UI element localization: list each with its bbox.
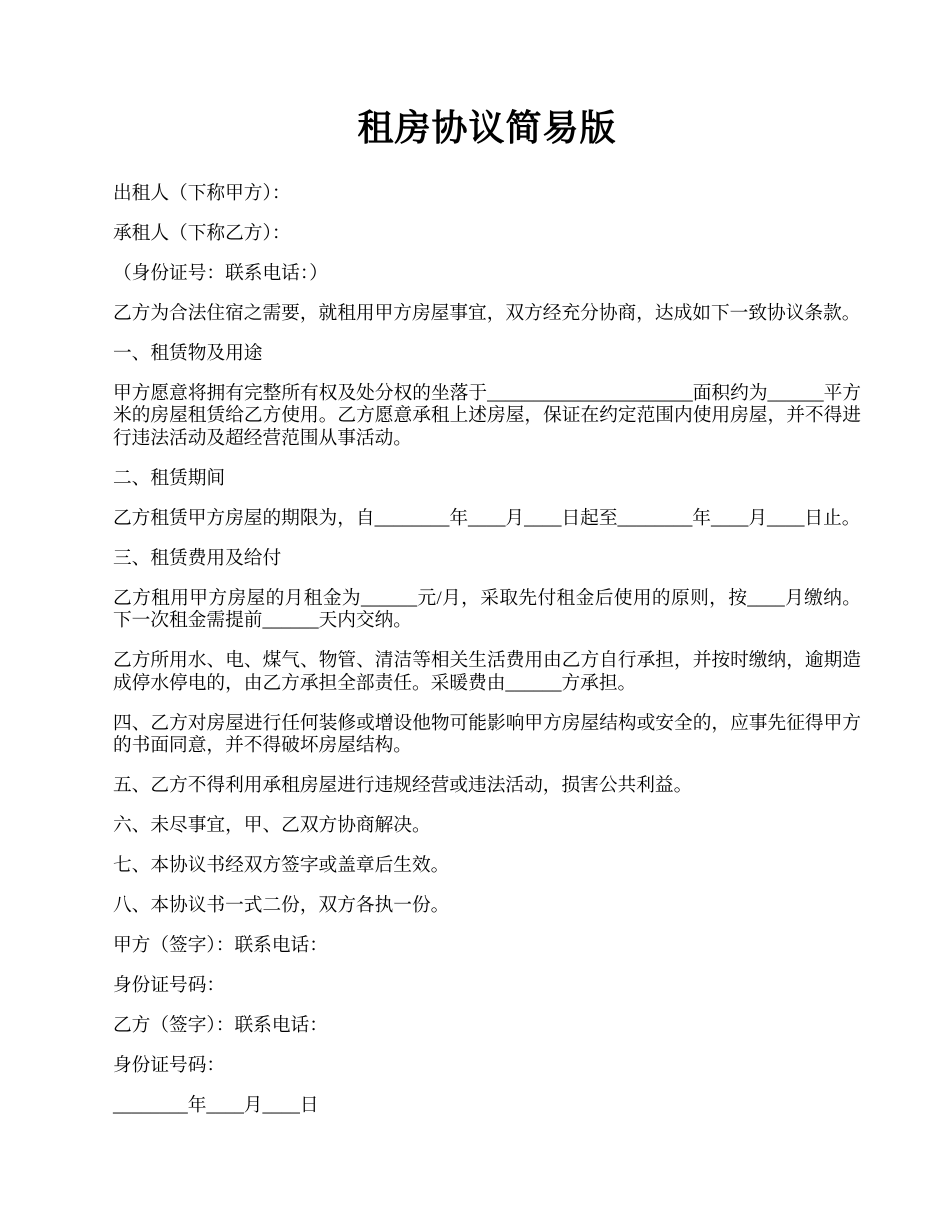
document-title: 租房协议简易版 (357, 108, 617, 148)
document-content (113, 105, 861, 1135)
section-2-body: 乙方租赁甲方房屋的期限为，自________年____月____日起至________年____月____日止。 (113, 507, 861, 529)
section-1-heading: 一、租赁物及用途 (113, 343, 263, 364)
clause-7: 七、本协议书经双方签字或盖章后生效。 (113, 855, 450, 877)
section-3-body-rent: 乙方租用甲方房屋的月租金为______元/月，采取先付租金后使用的原则，按____月缴纳。下一次租金需提前______天内交纳。 (113, 587, 861, 632)
party-a-signature-line: 甲方（签字）：联系电话： (113, 935, 328, 957)
party-b-id-line: 身份证号码： (113, 1055, 226, 1077)
clause-5: 五、乙方不得利用承租房屋进行违规经营或违法活动，损害公共利益。 (113, 775, 693, 797)
id-phone-line: （身份证号：联系电话：） (113, 263, 328, 284)
date-line: ________年____月____日 (113, 1095, 319, 1117)
section-3-heading: 三、租赁费用及给付 (113, 547, 282, 569)
preamble: 乙方为合法住宿之需要，就租用甲方房屋事宜，双方经充分协商，达成如下一致协议条款。 (113, 303, 861, 324)
section-1-body: 甲方愿意将拥有完整所有权及处分权的坐落于______________________面积约为______平方米的房屋租赁给乙方使用。乙方愿意承租上述房屋，保证在约定范围内使用房屋，并不得进行违法活动及超经营范围从事活动。 (113, 383, 861, 449)
lessee-line: 承租人（下称乙方）： (113, 223, 291, 244)
party-a-id-line: 身份证号码： (113, 975, 226, 997)
clause-4: 四、乙方对房屋进行任何装修或增设他物可能影响甲方房屋结构或安全的，应事先征得甲方的书面同意，并不得破坏房屋结构。 (113, 712, 861, 757)
clause-8: 八、本协议书一式二份，双方各执一份。 (113, 895, 450, 917)
section-2-heading: 二、租赁期间 (113, 467, 226, 489)
section-3-body-utilities: 乙方所用水、电、煤气、物管、清洁等相关生活费用由乙方自行承担，并按时缴纳，逾期造成停水停电的，由乙方承担全部责任。采暖费由______方承担。 (113, 650, 861, 694)
clause-6: 六、未尽事宜，甲、乙双方协商解决。 (113, 815, 431, 837)
party-b-signature-line: 乙方（签字）：联系电话： (113, 1015, 328, 1037)
lessor-line: 出租人（下称甲方）： (113, 183, 291, 204)
